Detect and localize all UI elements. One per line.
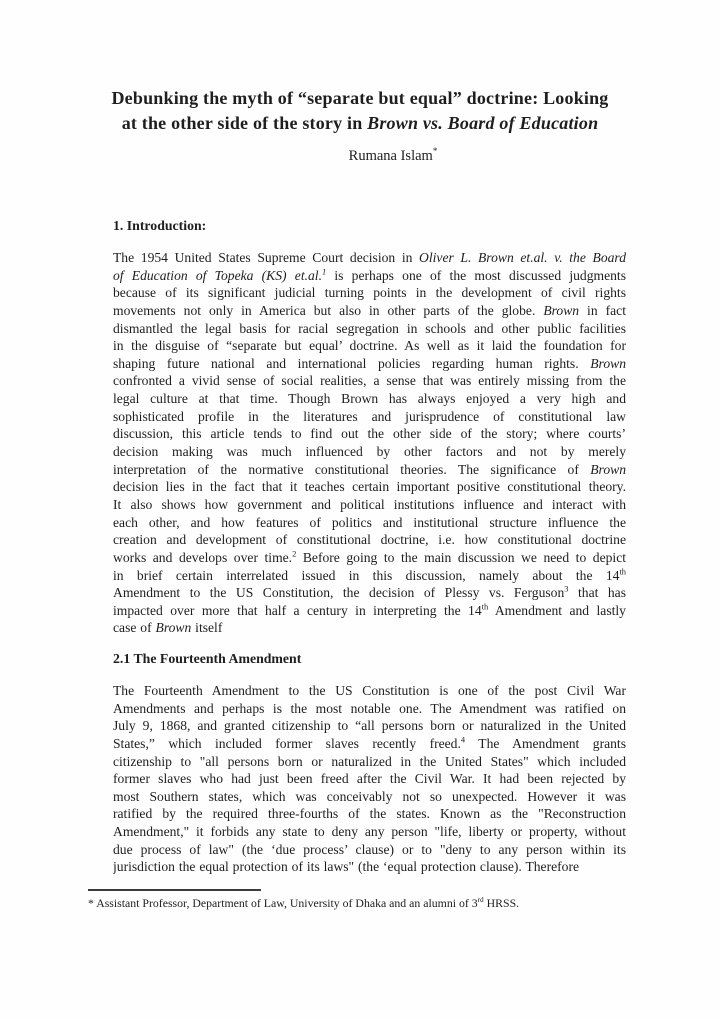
- section-heading-fourteenth-amendment: 2.1 The Fourteenth Amendment: [113, 651, 302, 666]
- section-heading-introduction: 1. Introduction:: [113, 218, 207, 233]
- introduction-paragraph: The 1954 United States Supreme Court decision in Oliver L. Brown et.al. v. the Board of Education of Topeka (KS) et.al.$^1$ is perhaps one of the most discussed judgments because of its significant judicial turning points in the development of civil rights movements not only in America but also in other parts of the globe. Brown in fact dismantled the legal basis for racial segregation in schools and other public facilities in the disguise of “separate but equal’ doctrine. As well as it laid the foundation for shaping future national and international policies regarding human rights. Brown confronted a vivid sense of social realities, a sense that was entirely missing from the legal culture at that time. Though Brown has always enjoyed a very high and sophisticated profile in the literatures and jurisprudence of constitutional law discussion, this article tends to find out the other side of the story; where courts’ decision making was much influenced by other factors and not by merely interpretation of the normative constitutional theories. The significance of Brown decision lies in the fact that it teaches certain important positive constitutional theory. It also shows how government and political institutions influence and interact with each other, and how features of politics and institutional structure influence the creation and development of constitutional doctrine, i.e. how constitutional doctrine works and develops over time.$^2$ Before going to the main discussion we need to depict in brief certain interrelated issued in this discussion, namely about the 14th Amendment to the US Constitution, the decision of Plessy vs. Ferguson$^3$ that has impacted over more that half a century in interpreting the 14th Amendment and lastly case of Brown itself: [113, 250, 626, 636]
- footnote-block: [88, 889, 588, 911]
- section-fourteenth-amendment: [113, 650, 626, 876]
- paper-title: Debunking the myth of “separate but equal” doctrine: Looking at the other side of the story in Brown vs. Board of Education: [111, 88, 609, 133]
- author-byline: Rumana Islam*: [348, 146, 438, 164]
- author-affiliation-footnote: * Assistant Professor, Department of Law, University of Dhaka and an alumni of 3rd HRSS.: [88, 895, 520, 910]
- fourteenth-amendment-paragraph: The Fourteenth Amendment to the US Constitution is one of the post Civil War Amendments and perhaps is the most notable one. The Amendment was ratified on July 9, 1868, and granted citizenship to “all persons born or naturalized in the United States,” which included former slaves recently freed.$^4$ The Amendment grants citizenship to "all persons born or naturalized in the United States" which included former slaves who had just been freed after the Civil War. It had been rejected by most Southern states, which was conceivably not so unexpected. However it was ratified by the required three-fourths of the states. Known as the "Reconstruction Amendment," it forbids any state to deny any person "life, liberty or property, without due process of law" (the ‘due process’ clause) or to "deny to any person within its jurisdiction the equal protection of its laws" (the ‘equal protection clause). Therefore: [113, 683, 626, 875]
- section-introduction: [113, 217, 626, 637]
- footnote-separator-rule: [88, 889, 261, 891]
- title-block: [60, 86, 660, 165]
